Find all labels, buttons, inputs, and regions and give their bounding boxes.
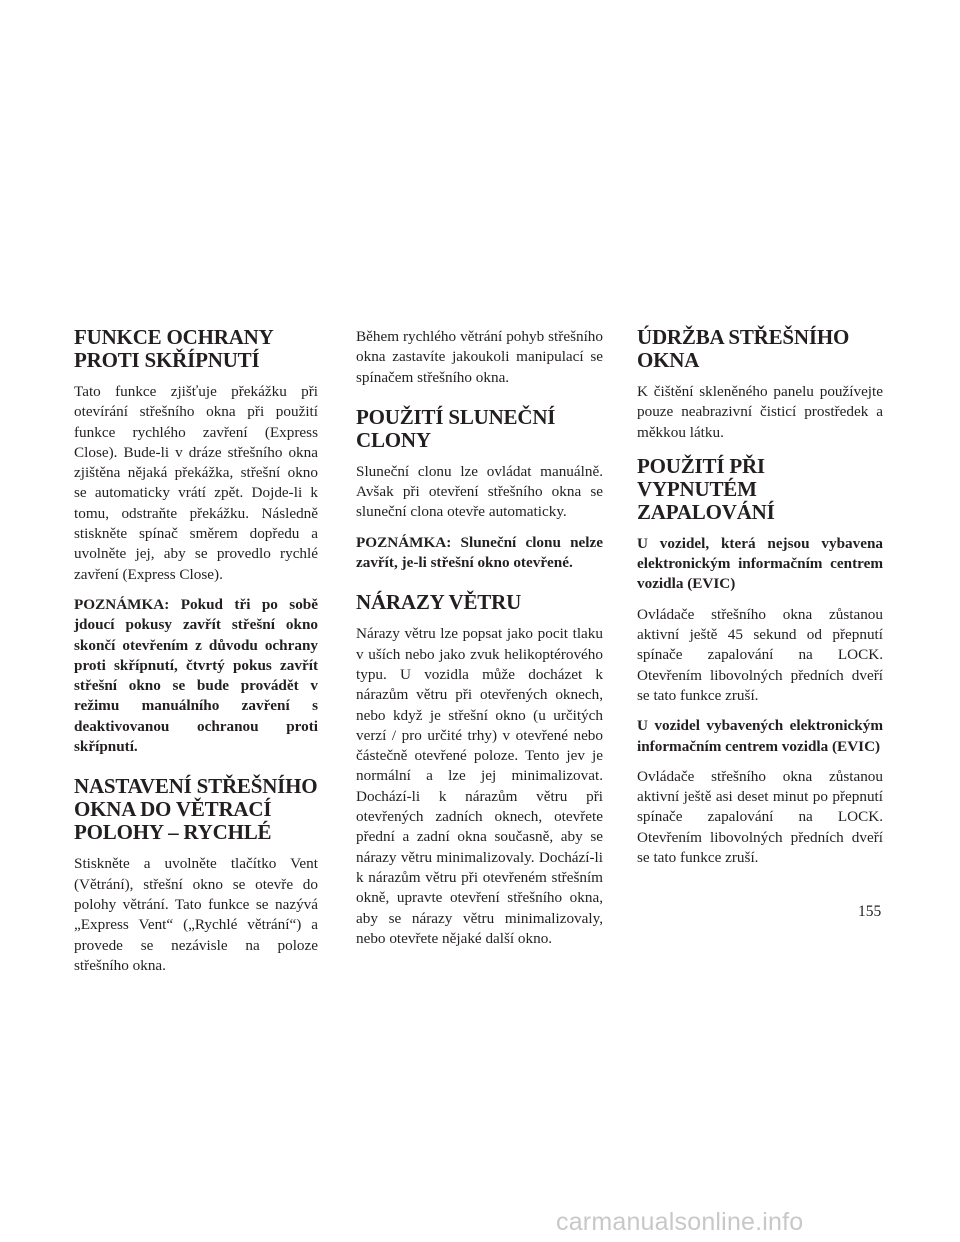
- watermark: carmanualsonline.info: [556, 1208, 804, 1236]
- maintenance-text: K čištění skleněného panelu používejte pouze neabrazivní čisticí prostředek a měkkou látku.: [637, 383, 883, 441]
- heading-pinch-protection: FUNKCE OCHRANY PROTI SKŘÍPNUTÍ: [74, 325, 273, 372]
- column-left: [74, 326, 318, 986]
- column-middle: [356, 327, 603, 959]
- pinch-protection-note: POZNÁMKA: Pokud tři po sobě jdoucí pokusy zavřít střešní okno skončí otevřením z důvodu ochrany proti skřípnutí, čtvrtý pokus zavřít střešní okno se bude provádět v režimu manuálního zavření s deaktivovanou ochranou proti skřípnutí.: [74, 595, 318, 756]
- column-right: [637, 326, 883, 878]
- page-number: 155: [858, 903, 882, 920]
- heading-ignition-off-operation: POUŽITÍ PŘI VYPNUTÉM ZAPALOVÁNÍ: [637, 453, 775, 524]
- wind-buffeting-text: Nárazy větru lze popsat jako pocit tlaku v uších nebo jako zvuk helikoptérového typu. U vozidla může docházet k nárazům větru při otevřených oknech, nebo když je střešní okno (u určitých verzí / pro určité trhy) v otevřené nebo částečně otevřené poloze. Tento jev je normální a lze jej minimalizovat. Dochází-li k nárazům větru při otevřených zadních oknech, otevřete přední a zadní okna současně, aby se nárazy větru minimalizovaly. Dochází-li k nárazům větru při otevřeném střešním okně, upravte otevření střešního okna, aby se nárazy větru minimalizovaly, nebo otevřete nějaké další okno.: [356, 625, 603, 947]
- without-evic-text: Ovládače střešního okna zůstanou aktivní ještě 45 sekund od přepnutí spínače zapalování na LOCK. Otevřením libovolných předních dveří se tato funkce zruší.: [637, 605, 883, 704]
- heading-wind-buffeting: NÁRAZY VĚTRU: [356, 590, 522, 615]
- subheading-with-evic: U vozidel vybavených elektronickým informačním centrem vozidla (EVIC): [637, 717, 883, 755]
- express-vent-text: Stiskněte a uvolněte tlačítko Vent (Větrání), střešní okno se otevře do polohy větrání. Tato funkce se nazývá „Express Vent“ („Rychlé větrání“) a provede se nezávisle na poloze střešního okna.: [74, 855, 318, 974]
- heading-sunshade: POUŽITÍ SLUNEČNÍ CLONY: [356, 404, 556, 452]
- heading-sunroof-maintenance: ÚDRŽBA STŘEŠNÍHO OKNA: [637, 325, 850, 372]
- pinch-protection-text: Tato funkce zjišťuje překážku při otevírání střešního okna při použití funkce rychlého zavření (Express Close). Bude-li v dráze střešního okna zjištěna nějaká překážka, střešní okno se automaticky vrátí zpět. Dojde-li k tomu, odstraňte překážku. Následně stiskněte spínač směrem dopředu a uvolněte jej, aby se provedlo rychlé zavření (Express Close).: [74, 383, 318, 583]
- express-vent-text-continued: Během rychlého větrání pohyb střešního okna zastavíte jakoukoli manipulací se spínačem střešního okna.: [356, 328, 603, 386]
- heading-express-vent: NASTAVENÍ STŘEŠNÍHO OKNA DO VĚTRACÍ POLOHY – RYCHLÉ: [74, 774, 318, 845]
- subheading-without-evic: U vozidel, která nejsou vybavena elektronickým informačním centrem vozidla (EVIC): [637, 534, 883, 593]
- sunshade-text: Sluneční clonu lze ovládat manuálně. Avšak při otevření střešního okna se sluneční clona otevře automaticky.: [356, 462, 603, 521]
- sunshade-note: POZNÁMKA: Sluneční clonu nelze zavřít, je-li střešní okno otevřené.: [356, 533, 603, 572]
- with-evic-text: Ovládače střešního okna zůstanou aktivní ještě asi deset minut po přepnutí spínače zapalování na LOCK. Otevřením libovolných předních dveří se tato funkce zruší.: [637, 767, 883, 867]
